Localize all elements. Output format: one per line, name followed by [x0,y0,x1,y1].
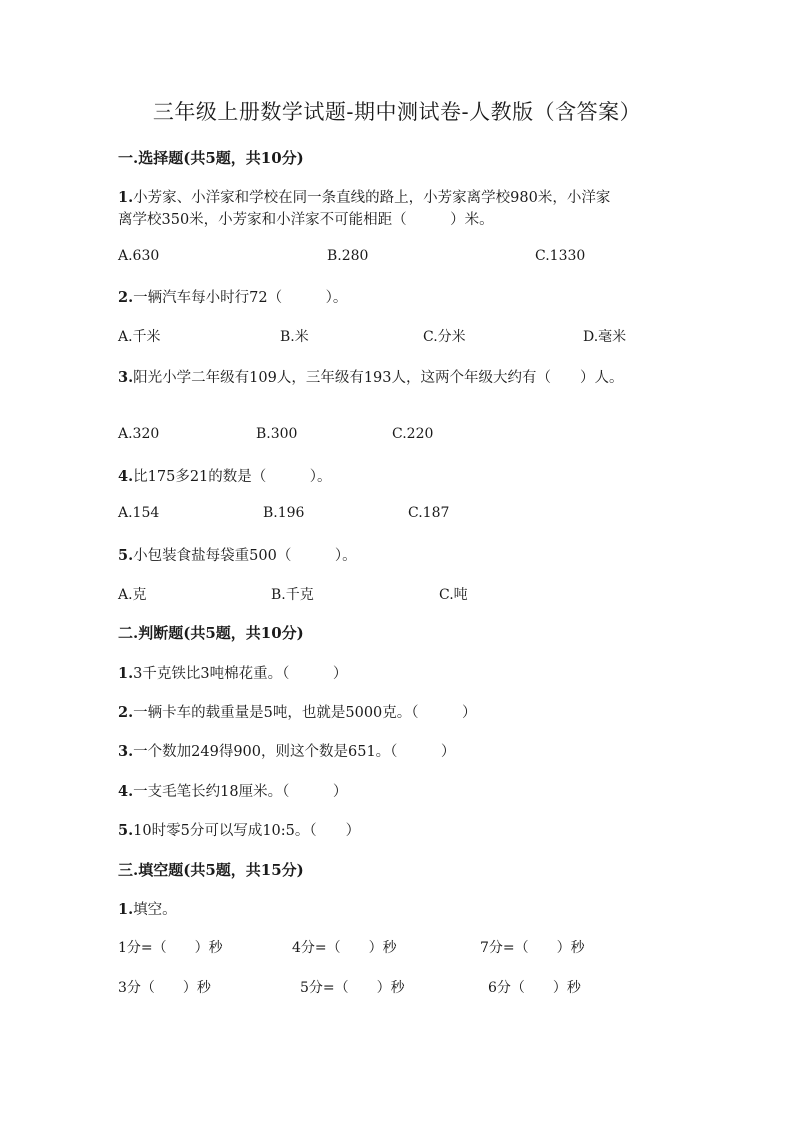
question-text [118,898,177,919]
question-number: 2. [118,289,134,306]
question-text [118,366,624,387]
option-a: A.320 [118,426,160,442]
question-number: 4. [118,468,134,485]
question-text [118,662,347,683]
option-c: C.吨 [439,587,468,603]
option-a: A.克 [118,587,147,603]
question-text [118,544,357,565]
option-c: C.1330 [535,248,586,264]
question-text [118,186,610,207]
question-body: 阳光小学二年级有109人，三年级有193人，这两个年级大约有（ ）人。 [133,370,624,386]
option-a: A.630 [118,248,160,264]
question-body: 比175多21的数是（ ）。 [133,469,332,485]
section-heading-fill-blank: 三.填空题(共5题，共15分) [118,861,304,879]
option-c: C.220 [392,426,434,442]
question-text-continued: 离学校350米，小芳家和小洋家不可能相距（ ）米。 [118,212,494,228]
question-number: 4. [118,783,134,800]
question-body: 一辆汽车每小时行72（ ）。 [133,290,348,306]
question-body: 3千克铁比3吨棉花重。（ ） [133,666,348,682]
question-body: 一个数加249得900，则这个数是651。（ ） [133,744,456,760]
section-heading-judgement: 二.判断题(共5题，共10分) [118,624,304,642]
question-text [118,465,332,486]
fill-cell: 6分（ ）秒 [488,980,581,996]
question-number: 1. [118,901,134,918]
option-b: B.300 [256,426,298,442]
option-b: B.千克 [271,587,314,603]
question-body: 一辆卡车的载重量是5吨，也就是5000克。（ ） [133,705,477,721]
question-body: 一支毛笔长约18厘米。（ ） [133,784,348,800]
question-text [118,701,477,722]
question-number: 3. [118,743,134,760]
question-number: 1. [118,665,134,682]
page-title: 三年级上册数学试题-期中测试卷-人教版（含答案） [152,100,642,124]
option-a: A.千米 [118,329,161,345]
question-body: 填空。 [133,902,177,918]
question-body: 小包装食盐每袋重500（ ）。 [133,548,357,564]
fill-cell: 5分=（ ）秒 [300,980,405,996]
question-number: 5. [118,822,134,839]
question-number: 5. [118,547,134,564]
question-text [118,780,347,801]
question-text [118,286,347,307]
question-body: 小芳家、小洋家和学校在同一条直线的路上，小芳家离学校980米，小洋家 [133,190,611,206]
option-c: C.分米 [423,329,466,345]
question-text [118,740,455,761]
fill-cell: 1分=（ ）秒 [118,940,223,956]
question-body: 10时零5分可以写成10:5。（ ） [133,823,361,839]
option-b: B.米 [280,329,309,345]
option-b: B.280 [327,248,369,264]
option-d: D.毫米 [583,329,627,345]
option-c: C.187 [408,505,450,521]
question-number: 1. [118,189,134,206]
fill-cell: 4分=（ ）秒 [292,940,397,956]
fill-cell: 7分=（ ）秒 [480,940,585,956]
fill-cell: 3分（ ）秒 [118,980,211,996]
option-a: A.154 [118,505,160,521]
question-number: 2. [118,704,134,721]
section-heading-choice: 一.选择题(共5题，共10分) [118,149,304,167]
question-text [118,819,360,840]
option-b: B.196 [263,505,305,521]
question-number: 3. [118,369,134,386]
